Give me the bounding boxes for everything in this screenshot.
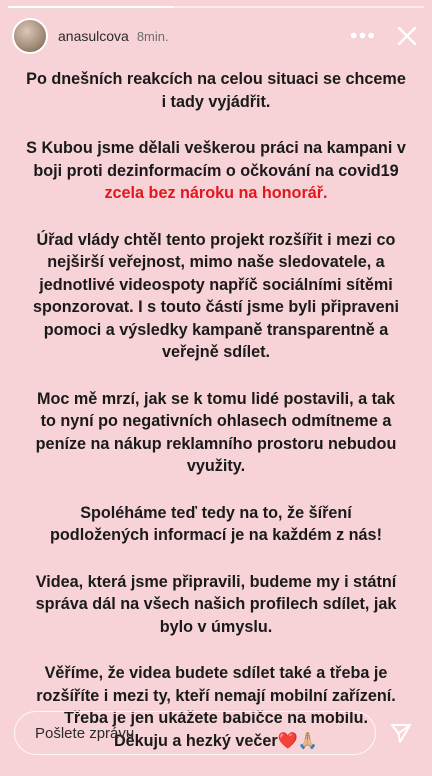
story-header: [12, 14, 420, 58]
paragraph: [14, 571, 418, 639]
text-line: S Kubou jsme dělali veškerou práci na kampani v: [26, 139, 406, 157]
text-line: i tady vyjádřit.: [161, 92, 271, 111]
text-line: podložených informací je na každém z nás!: [50, 526, 382, 544]
username[interactable]: anasulcova: [58, 28, 129, 44]
paragraph: [14, 137, 418, 205]
text-line: veřejně sdílet.: [162, 343, 270, 361]
highlight-text: zcela bez nároku na honorář.: [104, 184, 328, 202]
closing-text: Děkuju a hezký večer: [113, 731, 278, 750]
post-time: 8min.: [136, 28, 169, 44]
text-line: Videa, která jsme připravili, budeme my i státní: [35, 572, 397, 591]
paragraph: [14, 388, 418, 478]
story-text: [14, 68, 418, 776]
send-icon[interactable]: [388, 720, 414, 746]
more-icon[interactable]: •••: [349, 23, 376, 48]
heart-and-hands-emoji: ❤️🙏🏼: [277, 731, 319, 750]
text-line: sponzorovat. I s touto částí jsme byli připraveni: [32, 298, 400, 316]
text-line: Spoléháme teď tedy na to, že šíření: [80, 503, 352, 522]
text-line: boji proti dezinformacím o očkování na covid19: [33, 161, 399, 180]
text-line: správa dál na všech našich profilech sdílet, jak: [35, 595, 397, 613]
text-line: Po dnešních reakcích na celou situaci se chceme: [26, 70, 406, 88]
story-progress-bar: [8, 6, 424, 8]
text-line: peníze na nákup reklamního prostoru nebudou: [35, 434, 397, 453]
story-progress-fill: [8, 6, 174, 8]
paragraph: [14, 502, 418, 547]
text-line: to nyní po negativních ohlasech odmítneme a: [40, 412, 392, 430]
text-line: Věříme, že videa budete sdílet také a třeba je: [44, 664, 388, 682]
close-icon[interactable]: [394, 23, 420, 49]
paragraph: [14, 68, 418, 113]
reply-input[interactable]: [14, 711, 376, 755]
text-line: nejširší veřejnost, mimo naše sledovatele, a: [47, 253, 385, 271]
text-line: Třeba je jen ukážete babičce na mobilu.: [63, 709, 369, 727]
text-line: využity.: [186, 457, 246, 475]
avatar[interactable]: [12, 18, 48, 54]
text-line: Úřad vlády chtěl tento projekt rozšířit i mezi co: [36, 230, 396, 249]
text-line: rozšíříte i mezi ty, kteří nemají mobilní zařízení.: [36, 686, 396, 705]
text-line: jednotlivé videospoty napříč sociálními sítěmi: [39, 275, 393, 294]
paragraph: [14, 229, 418, 364]
reply-placeholder: Pošlete zprávu: [35, 724, 135, 742]
text-line: Moc mě mrzí, jak se k tomu lidé postavili, a tak: [36, 389, 396, 408]
text-line: pomoci a výsledky kampaně transparentně a: [43, 320, 389, 339]
text-line: bylo v úmyslu.: [159, 617, 273, 636]
